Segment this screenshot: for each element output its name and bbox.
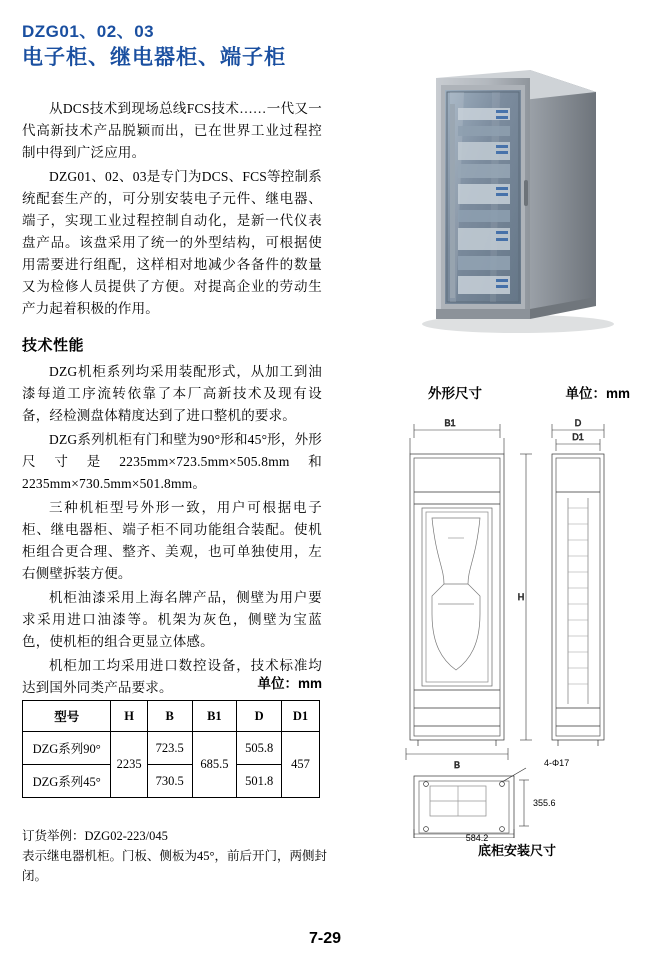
dim-d-text: D [574,418,582,428]
base-width-text: 584.2 [465,833,489,843]
cell-b: 723.5 [147,732,192,765]
tech-section-heading: 技术性能 [22,337,85,354]
dim-d1-text: D1 [572,432,584,442]
cell-b: 730.5 [147,765,192,798]
intro-paragraph-2: DZG01、02、03是专门为DCS、FCS等控制系统配套生产的，可分别安装电子元件、继电器、端子，实现工业过程控制自动化，是新一代仪表盘产品。该盘采用了统一的外型结构，可根据使用需要进行组配，这样相对地减少各备件的数量又为检修人员提供了方便。对提高企业的劳动生产力起着积极的作用。 [22,169,322,316]
product-photo [400,52,630,342]
table-header-h: H [111,701,147,732]
cell-d: 505.8 [237,732,282,765]
dim-b-text: B [453,760,461,770]
cell-d: 501.8 [237,765,282,798]
table-header-model: 型号 [23,701,111,732]
spec-table [22,700,320,798]
drawings-svg [392,408,642,838]
intro-paragraph-1: 从DCS技术到现场总线FCS技术……一代又一代高新技术产品脱颖而出，已在世界工业过程控制中得到广泛应用。 [22,101,322,160]
outline-dimension-label: 外形尺寸 [428,386,482,401]
table-header-d: D [237,701,282,732]
hole-spec-text: 4-Φ17 [544,758,570,768]
tech-paragraph-3: 三种机柜型号外形一致，用户可根据电子柜、继电器柜、端子柜不同功能组合装配。使机柜组合更合理、整齐、美观，也可单独使用，左右侧壁拆装方便。 [22,500,322,581]
technical-drawings [392,408,642,843]
base-drawing-caption: 底柜安装尺寸 [477,843,556,858]
drawing-labels [400,382,635,402]
cell-h: 2235 [111,732,147,798]
order-example: 订货举例：DZG02-223/045 [22,829,168,843]
table-unit-label: 单位：mm [257,676,322,691]
table-header-b1: B1 [192,701,237,732]
tech-paragraph-2: DZG系列机柜有门和壁为90°形和45°形，外形尺寸是2235mm×723.5mm×505.8mm和2235mm×730.5mm×501.8mm。 [22,432,322,491]
page-number: 7-29 [308,930,342,947]
table-row [23,765,320,798]
base-depth-text: 355.6 [533,798,556,808]
cabinet-photo-svg [400,52,630,342]
table-header-b: B [147,701,192,732]
tech-paragraph-1: DZG机柜系列均采用装配形式，从加工到油漆每道工序流转依靠了本厂高新技术及现有设备，经检测盘体精度达到了进口整机的要求。 [22,364,322,423]
order-explanation: 表示继电器机柜。门板、侧板为45°，前后开门，两侧封闭。 [22,849,327,883]
cell-model: DZG系列90° [23,732,111,765]
left-text-column [22,98,322,701]
dim-h-text: H [517,592,525,602]
table-row [23,732,320,765]
page-title: 电子柜、继电器柜、端子柜 [22,46,286,69]
cell-model: DZG系列45° [23,765,111,798]
dim-b1-text: B1 [444,418,456,428]
product-code: DZG01、02、03 [22,22,155,41]
cell-b1: 685.5 [192,732,237,798]
table-header-row [23,701,320,732]
drawing-unit-label: 单位：mm [565,386,630,401]
tech-paragraph-4: 机柜油漆采用上海名牌产品，侧壁为用户要求采用进口油漆等。机架为灰色，侧壁为宝蓝色，使机柜的组合更显立体感。 [22,590,322,649]
order-notes [22,826,342,886]
table-header-d1: D1 [282,701,320,732]
tech-paragraph-5: 机柜加工均采用进口数控设备，技术标准均达到国外同类产品要求。 [22,658,322,695]
page-header [22,22,382,71]
cell-d1: 457 [282,732,320,798]
